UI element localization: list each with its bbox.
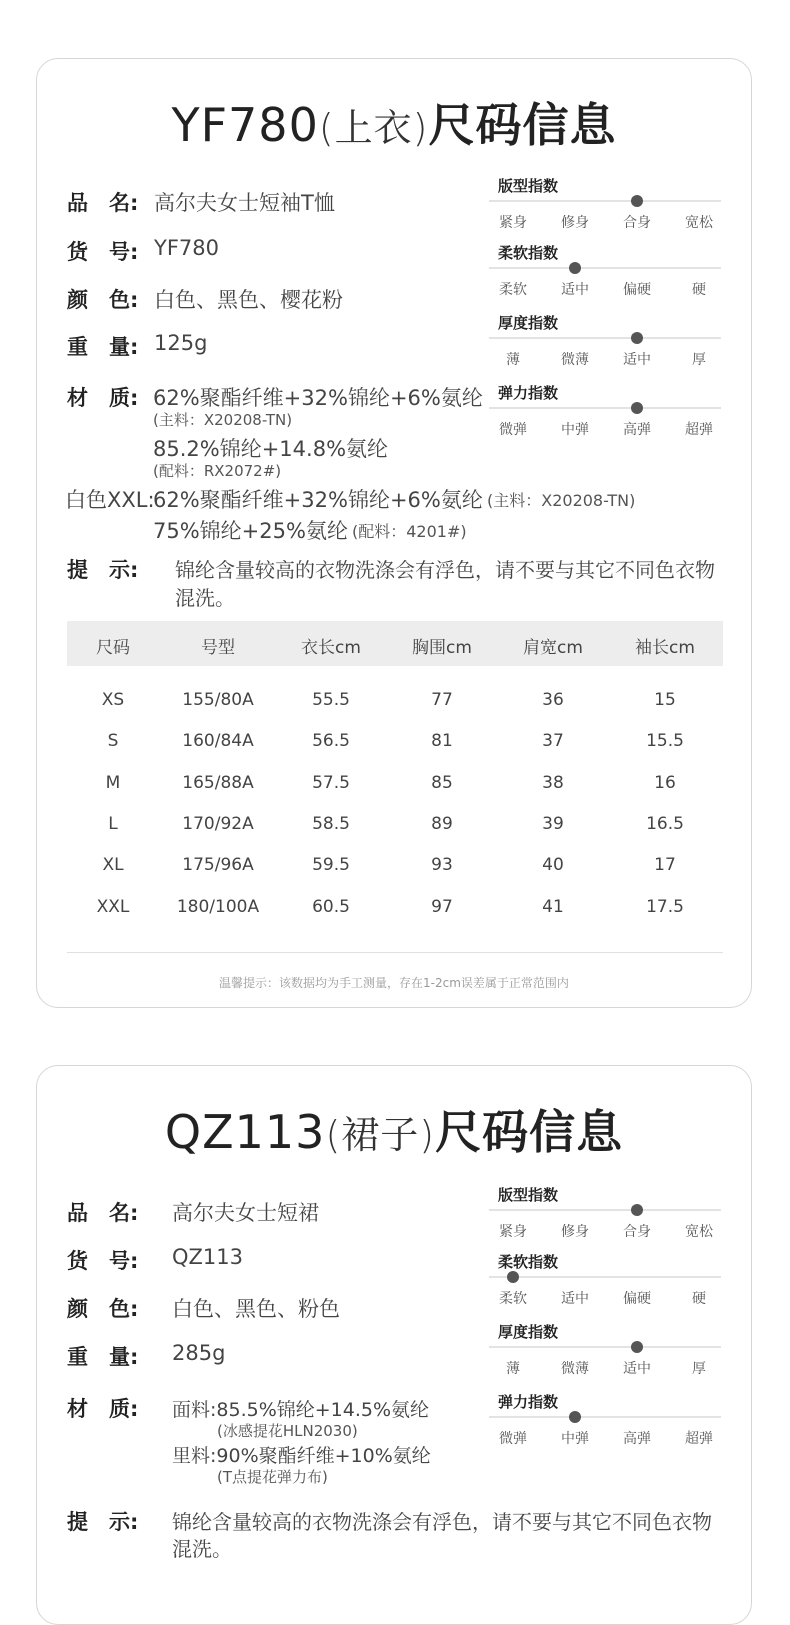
cell-chest: 89 bbox=[431, 813, 453, 834]
elasticity-index-option: 高弹 bbox=[623, 422, 651, 438]
size-table-header bbox=[67, 621, 723, 666]
softness-index-track bbox=[489, 1276, 721, 1278]
material-sub-1: (主料：X20208-TN) bbox=[153, 411, 293, 429]
softness-index-option: 适中 bbox=[561, 282, 589, 298]
thickness-index-marker bbox=[631, 1341, 643, 1353]
color-label: 颜 色: bbox=[67, 1297, 139, 1321]
color-value: 白色、黑色、樱花粉 bbox=[154, 288, 343, 312]
name-value: 高尔夫女士短裙 bbox=[172, 1201, 319, 1225]
name-label: 品 名: bbox=[67, 191, 139, 215]
cell-sleeve: 15 bbox=[654, 690, 676, 710]
cell-shoulder: 40 bbox=[542, 855, 564, 876]
cell-size: S bbox=[107, 731, 119, 752]
header-length: 衣长cm bbox=[301, 638, 361, 658]
name-label: 品 名: bbox=[67, 1201, 139, 1225]
weight-label: 重 量: bbox=[67, 1345, 139, 1369]
cell-shoulder: 38 bbox=[542, 772, 564, 793]
fit-index-option: 修身 bbox=[561, 215, 589, 231]
material-label: 材 质: bbox=[67, 386, 139, 410]
thickness-index-option: 薄 bbox=[506, 1361, 520, 1377]
cell-sleeve: 16.5 bbox=[646, 813, 684, 834]
xxl-material-2-sub: (配料：4201#) bbox=[352, 522, 467, 541]
elasticity-index-track bbox=[489, 1416, 721, 1418]
thickness-index-marker bbox=[631, 332, 643, 344]
thickness-index-track bbox=[489, 337, 721, 339]
thickness-index-track bbox=[489, 1346, 721, 1348]
cell-body-type: 165/88A bbox=[182, 772, 254, 793]
cell-chest: 85 bbox=[431, 772, 453, 793]
cell-size: XXL bbox=[96, 896, 130, 917]
cell-chest: 93 bbox=[431, 855, 453, 876]
title-code: QZ113 bbox=[164, 1105, 326, 1159]
tip-text-line1: 锦纶含量较高的衣物洗涤会有浮色，请不要与其它不同色衣物 bbox=[172, 1510, 712, 1534]
material-main-1: 62%聚酯纤维+32%锦纶+6%氨纶 bbox=[153, 386, 483, 410]
softness-index-marker bbox=[507, 1271, 519, 1283]
header-shoulder: 肩宽cm bbox=[523, 638, 583, 658]
softness-index-option: 适中 bbox=[561, 1291, 589, 1307]
thickness-index-option: 微薄 bbox=[561, 1361, 589, 1377]
cell-size: XL bbox=[102, 855, 124, 876]
sku-value: YF780 bbox=[154, 236, 219, 260]
fit-index-title: 版型指数 bbox=[498, 177, 559, 195]
cell-body-type: 180/100A bbox=[176, 896, 260, 917]
header-body-type: 号型 bbox=[201, 638, 235, 658]
fit-index-option: 合身 bbox=[623, 1224, 651, 1240]
cell-size: L bbox=[108, 813, 118, 834]
header-size: 尺码 bbox=[96, 638, 130, 658]
fit-index-track bbox=[489, 200, 721, 202]
elasticity-index-title: 弹力指数 bbox=[498, 1393, 559, 1411]
divider bbox=[67, 952, 723, 953]
thickness-index-option: 薄 bbox=[506, 352, 520, 368]
thickness-index-option: 微薄 bbox=[561, 352, 589, 368]
material-label: 材 质: bbox=[67, 1397, 139, 1421]
tip-label: 提 示: bbox=[67, 558, 139, 582]
cell-body-type: 170/92A bbox=[182, 813, 254, 834]
fit-index-option: 紧身 bbox=[499, 215, 527, 231]
thickness-index-title: 厚度指数 bbox=[498, 1323, 559, 1341]
tip-text-line2: 混洗。 bbox=[172, 1537, 232, 1561]
softness-index-option: 硬 bbox=[692, 1291, 706, 1307]
elasticity-index-option: 微弹 bbox=[499, 422, 527, 438]
softness-index-title: 柔软指数 bbox=[498, 244, 559, 262]
elasticity-index-option: 超弹 bbox=[685, 422, 713, 438]
xxl-material-1: 62%聚酯纤维+32%锦纶+6%氨纶 bbox=[153, 488, 483, 512]
sku-label: 货 号: bbox=[67, 240, 139, 264]
cell-shoulder: 41 bbox=[542, 896, 564, 917]
cell-length: 57.5 bbox=[312, 772, 350, 793]
fit-index-marker bbox=[631, 195, 643, 207]
softness-index-title: 柔软指数 bbox=[498, 1253, 559, 1271]
material-lining-sub: (T点提花弹力布) bbox=[217, 1468, 328, 1486]
elasticity-index-option: 中弹 bbox=[561, 1431, 589, 1447]
title-category: (裙子) bbox=[325, 1113, 436, 1157]
material-face-sub: (冰感提花HLN2030) bbox=[217, 1422, 358, 1440]
cell-sleeve: 16 bbox=[654, 772, 676, 793]
header-sleeve: 袖长cm bbox=[635, 638, 695, 658]
cell-body-type: 175/96A bbox=[182, 855, 254, 876]
fit-index-marker bbox=[631, 1204, 643, 1216]
card-title bbox=[37, 89, 751, 155]
material-lining: 里料:90%聚酯纤维+10%氨纶 bbox=[172, 1445, 431, 1467]
tip-text-line2: 混洗。 bbox=[175, 586, 235, 610]
softness-index-option: 柔软 bbox=[499, 282, 527, 298]
fit-index-option: 合身 bbox=[623, 215, 651, 231]
cell-shoulder: 37 bbox=[542, 731, 564, 752]
elasticity-index-option: 微弹 bbox=[499, 1431, 527, 1447]
title-code: YF780 bbox=[171, 98, 319, 152]
cell-body-type: 155/80A bbox=[182, 690, 254, 710]
weight-value: 285g bbox=[172, 1341, 226, 1365]
xxl-label: 白色XXL: bbox=[65, 488, 155, 512]
cell-chest: 77 bbox=[431, 690, 453, 710]
cell-size: XS bbox=[101, 690, 125, 710]
softness-index-track bbox=[489, 267, 721, 269]
fit-index-track bbox=[489, 1209, 721, 1211]
fit-index-option: 宽松 bbox=[685, 215, 713, 231]
material-sub-2: (配料：RX2072#) bbox=[153, 462, 282, 480]
cell-shoulder: 36 bbox=[542, 690, 564, 710]
cell-length: 60.5 bbox=[312, 896, 350, 917]
cell-sleeve: 15.5 bbox=[646, 731, 684, 752]
weight-value: 125g bbox=[154, 331, 208, 355]
elasticity-index-title: 弹力指数 bbox=[498, 384, 559, 402]
title-suffix: 尺码信息 bbox=[435, 1105, 624, 1159]
thickness-index-title: 厚度指数 bbox=[498, 314, 559, 332]
softness-index-option: 偏硬 bbox=[623, 1291, 651, 1307]
cell-chest: 81 bbox=[431, 731, 453, 752]
size-card-bottom bbox=[36, 1065, 752, 1625]
cell-shoulder: 39 bbox=[542, 813, 564, 834]
elasticity-index-option: 高弹 bbox=[623, 1431, 651, 1447]
tip-text-line1: 锦纶含量较高的衣物洗涤会有浮色，请不要与其它不同色衣物 bbox=[175, 558, 715, 582]
thickness-index-option: 厚 bbox=[692, 352, 706, 368]
fit-index-title: 版型指数 bbox=[498, 1186, 559, 1204]
color-value: 白色、黑色、粉色 bbox=[172, 1297, 340, 1321]
cell-sleeve: 17 bbox=[654, 855, 676, 876]
fit-index-option: 紧身 bbox=[499, 1224, 527, 1240]
sku-label: 货 号: bbox=[67, 1249, 139, 1273]
elasticity-index-option: 中弹 bbox=[561, 422, 589, 438]
cell-length: 55.5 bbox=[312, 690, 350, 710]
material-main-2: 85.2%锦纶+14.8%氨纶 bbox=[153, 437, 389, 461]
fit-index-option: 修身 bbox=[561, 1224, 589, 1240]
title-suffix: 尺码信息 bbox=[428, 98, 617, 152]
cell-body-type: 160/84A bbox=[182, 731, 254, 752]
material-face: 面料:85.5%锦纶+14.5%氨纶 bbox=[172, 1399, 430, 1421]
sku-value: QZ113 bbox=[172, 1245, 243, 1269]
fit-index-option: 宽松 bbox=[685, 1224, 713, 1240]
softness-index-option: 偏硬 bbox=[623, 282, 651, 298]
color-label: 颜 色: bbox=[67, 288, 139, 312]
name-value: 高尔夫女士短袖T恤 bbox=[154, 191, 335, 215]
elasticity-index-marker bbox=[631, 402, 643, 414]
thickness-index-option: 适中 bbox=[623, 352, 651, 368]
header-chest: 胸围cm bbox=[412, 638, 472, 658]
thickness-index-option: 适中 bbox=[623, 1361, 651, 1377]
xxl-material-1-sub: (主料：X20208-TN) bbox=[487, 491, 636, 510]
softness-index-marker bbox=[569, 262, 581, 274]
elasticity-index-option: 超弹 bbox=[685, 1431, 713, 1447]
cell-chest: 97 bbox=[431, 896, 453, 917]
title-category: (上衣) bbox=[318, 106, 429, 150]
measurement-note: 温馨提示：该数据均为手工测量，存在1-2cm误差属于正常范围内 bbox=[219, 976, 569, 990]
cell-length: 56.5 bbox=[312, 731, 350, 752]
thickness-index-option: 厚 bbox=[692, 1361, 706, 1377]
cell-sleeve: 17.5 bbox=[646, 896, 684, 917]
cell-length: 58.5 bbox=[312, 813, 350, 834]
elasticity-index-track bbox=[489, 407, 721, 409]
softness-index-option: 柔软 bbox=[499, 1291, 527, 1307]
xxl-material-2: 75%锦纶+25%氨纶 bbox=[153, 519, 348, 543]
weight-label: 重 量: bbox=[67, 335, 139, 359]
card-title bbox=[37, 1096, 751, 1162]
tip-label: 提 示: bbox=[67, 1510, 139, 1534]
elasticity-index-marker bbox=[569, 1411, 581, 1423]
cell-size: M bbox=[105, 772, 121, 793]
cell-length: 59.5 bbox=[312, 855, 350, 876]
softness-index-option: 硬 bbox=[692, 282, 706, 298]
size-card-top bbox=[36, 58, 752, 1008]
